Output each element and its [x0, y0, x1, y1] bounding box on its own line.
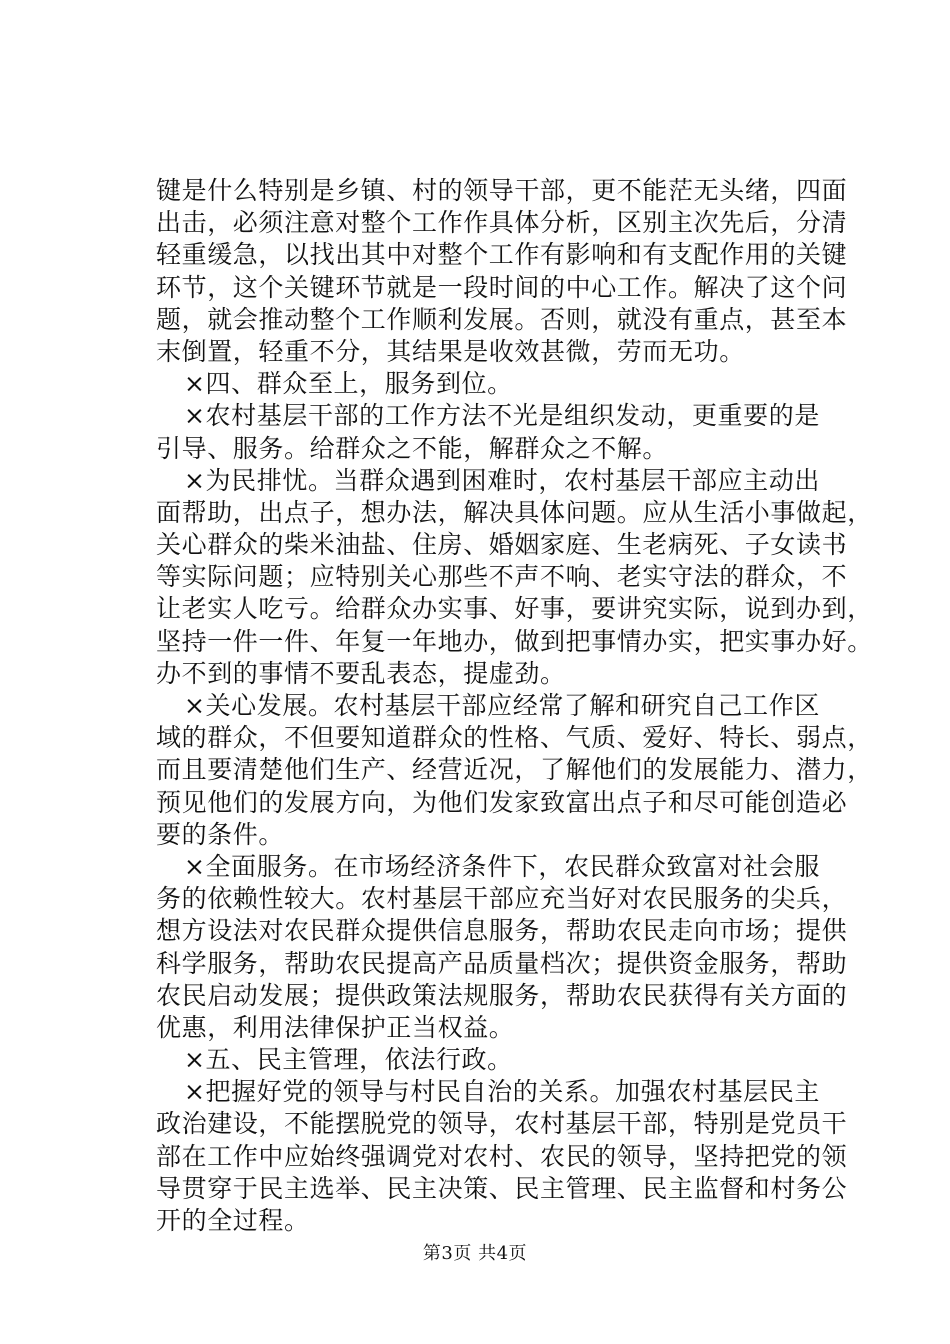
text-line: 域的群众，不但要知道群众的性格、气质、爱好、特长、弱点， — [156, 723, 873, 753]
paragraph-start — [156, 400, 846, 432]
text-line: 农民启动发展；提供政策法规服务，帮助农民获得有关方面的 — [156, 980, 848, 1010]
paragraph-start — [156, 690, 846, 722]
section-heading — [156, 1044, 846, 1076]
section-heading-text: ×四、群众至上，服务到位。 — [184, 369, 513, 399]
text-line: 预见他们的发展方向，为他们发家致富出点子和尽可能创造必 — [156, 787, 848, 817]
text-line: 办不到的事情不要乱表态，提虚劲。 — [156, 658, 566, 688]
text-line: ×把握好党的领导与村民自治的关系。加强农村基层民主 — [184, 1077, 820, 1107]
text-line: 键是什么特别是乡镇、村的领导干部，更不能茫无头绪，四面 — [156, 176, 848, 205]
text-line: ×关心发展。农村基层干部应经常了解和研究自己工作区 — [184, 691, 820, 720]
text-line: 题，就会推动整个工作顺利发展。否则，就没有重点，甚至本 — [156, 304, 848, 334]
text-line: 坚持一件一件、年复一年地办，做到把事情办实，把实事办好。 — [156, 626, 873, 656]
paragraph-start — [156, 851, 846, 883]
text-line: 环节，这个关键环节就是一段时间的中心工作。解决了这个问 — [156, 272, 848, 302]
text-line: 政治建设，不能摆脱党的领导，农村基层干部，特别是党员干 — [156, 1109, 848, 1139]
text-line: 面帮助，出点子，想办法，解决具体问题。应从生活小事做起， — [156, 497, 873, 527]
text-line: 务的依赖性较大。农村基层干部应充当好对农民服务的尖兵， — [156, 884, 848, 914]
text-line: 引导、服务。给群众之不能，解群众之不解。 — [156, 433, 669, 463]
text-line: 要的条件。 — [156, 819, 285, 849]
text-line: 而且要清楚他们生产、经营近况，了解他们的发展能力、潜力， — [156, 755, 873, 785]
text-line: ×全面服务。在市场经济条件下，农民群众致富对社会服 — [184, 851, 820, 881]
paragraph-start — [156, 1076, 846, 1108]
text-line: 开的全过程。 — [156, 1206, 310, 1235]
text-line: ×农村基层干部的工作方法不光是组织发动，更重要的是 — [184, 401, 820, 431]
text-line: 关心群众的柴米油盐、住房、婚姻家庭、生老病死、子女读书 — [156, 530, 848, 560]
paragraph-start — [156, 465, 846, 497]
text-line: 导贯穿于民主选举、民主决策、民主管理、民主监督和村务公 — [156, 1173, 848, 1203]
page-number-footer: 第3页 共4页 — [422, 1243, 528, 1264]
text-line: 部在工作中应始终强调党对农村、农民的领导，坚持把党的领 — [156, 1141, 848, 1171]
text-line: 轻重缓急，以找出其中对整个工作有影响和有支配作用的关键 — [156, 240, 848, 270]
text-line: 优惠，利用法律保护正当权益。 — [156, 1012, 515, 1042]
text-line: 末倒置，轻重不分，其结果是收效甚微，劳而无功。 — [156, 336, 745, 366]
text-line: 出击，必须注意对整个工作作具体分析，区别主次先后，分清 — [156, 208, 848, 238]
section-heading-text: ×五、民主管理，依法行政。 — [184, 1045, 513, 1075]
text-line: 让老实人吃亏。给群众办实事、好事，要讲究实际，说到办到， — [156, 594, 873, 624]
text-line: 想方设法对农民群众提供信息服务，帮助农民走向市场；提供 — [156, 916, 848, 946]
text-line: ×为民排忧。当群众遇到困难时，农村基层干部应主动出 — [184, 465, 820, 495]
section-heading — [156, 368, 846, 400]
text-line: 等实际问题；应特别关心那些不声不响、老实守法的群众，不 — [156, 562, 848, 592]
text-line: 科学服务，帮助农民提高产品质量档次；提供资金服务，帮助 — [156, 948, 848, 978]
body-text — [156, 175, 873, 1237]
